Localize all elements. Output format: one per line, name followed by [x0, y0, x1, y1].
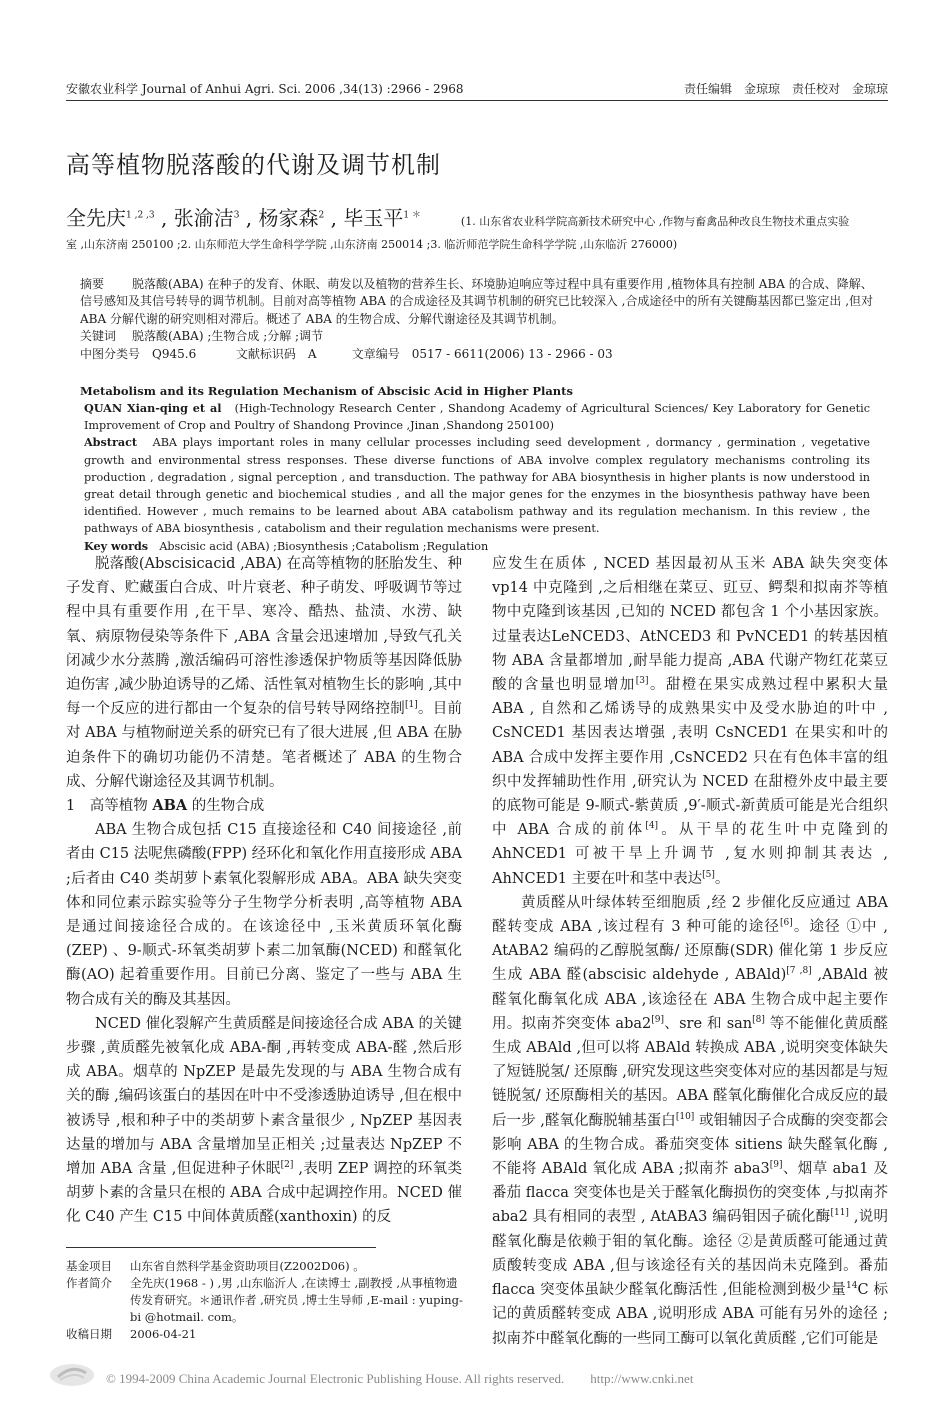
- article-title: 高等植物脱落酸的代谢及调节机制: [66, 151, 441, 179]
- abstract-label: 摘要: [80, 277, 105, 291]
- section-title: 的生物合成: [187, 798, 265, 815]
- copyright-footer: [48, 1362, 908, 1390]
- paragraph-text: 、sre 和 san: [663, 1015, 753, 1032]
- paragraph-text: NCED 催化裂解产生黄质醛是间接途径合成 ABA 的关键步骤 ,黄质醛先被氧化成 ABA-酮 ,再转变成 ABA-醛 ,然后形成 ABA。烟草的 NpZEP 是最先发现的与 ABA 生物合成有关的酶 ,编码该蛋白的基因在叶中不受渗透胁迫诱导 ,但在根中被诱导 ,根和种子中的类胡萝卜素含量很少 , NpZEP 基因表达量的增加与 ABA 含量增加呈正相关 ;过量表达 NpZEP 不增加 ABA 含量 ,但促进种子休眠: [66, 1015, 462, 1178]
- footnote-label: 作者简介: [66, 1276, 112, 1290]
- affil-marker: 3: [233, 210, 240, 221]
- footnote-rule: [66, 1247, 376, 1248]
- author-line: [66, 202, 896, 231]
- english-author: QUAN Xian-qing et al: [84, 401, 222, 415]
- paragraph: [492, 891, 888, 1351]
- english-abstract: [80, 400, 870, 555]
- footnote-funding: [66, 1258, 466, 1275]
- citation-ref: [2]: [280, 1160, 294, 1171]
- article-number-label: 文章编号: [351, 346, 400, 361]
- author-name: , 毕玉平: [324, 206, 404, 230]
- citation-ref: [8]: [752, 1015, 765, 1026]
- paragraph: [66, 552, 462, 794]
- citation-ref: [9]: [651, 1015, 664, 1026]
- citation-ref: [10]: [675, 1111, 695, 1122]
- affiliation-continued: 室 ,山东济南 250100 ;2. 山东师范大学生命科学学院 ,山东济南 250014 ;3. 临沂师范学院生命科学学院 ,山东临沂 276000): [66, 238, 678, 251]
- citation-ref: [1]: [405, 700, 418, 711]
- doc-code-label: 文献标识码: [235, 346, 296, 361]
- footnote-received-date: [66, 1326, 466, 1343]
- running-head: [66, 80, 888, 100]
- abstract-text: 脱落酸(ABA) 在种子的发育、休眠、萌发以及植物的营养生长、环境胁迫响应等过程中具有重要作用 ,植物体具有控制 ABA 的合成、降解、信号感知及其信号转导的调节机制。目前对高等植物 ABA 的合成途径及其调节机制的研究已比较深入 ,合成途径中的所有关键酶基因都已鉴定出 ,但对 ABA 分解代谢的研究则相对滞后。概述了 ABA 的生物合成、分解代谢途径及其调节机制。: [80, 277, 874, 326]
- citation-ref: [5]: [702, 869, 715, 880]
- paragraph-text: ,ABAld 被醛氧化酶氧化成 ABA ,该途径在 ABA 生物合成中起主要作用。拟南芥突变体 aba2: [492, 967, 889, 1032]
- copyright-text: © 1994-2009 China Academic Journal Electronic Publishing House. All rights reserved. http://www.cnki.net: [106, 1371, 694, 1386]
- english-abstract-label: Abstract: [84, 435, 138, 450]
- english-keywords-label: Key words: [84, 538, 149, 553]
- affil-marker: 1 ＊: [403, 210, 421, 221]
- chinese-abstract: [80, 276, 880, 363]
- affil-marker: 1 ,2 ,3: [126, 210, 155, 221]
- footnote-label: 收稿日期: [66, 1327, 112, 1341]
- section-heading: [66, 794, 462, 818]
- classification-row: [80, 346, 880, 363]
- paragraph-text: 。途径 ①中 , AtABA2 编码的乙醇脱氢酶/ 还原酶(SDR) 催化第 1 步反应生成 ABA 醛(abscisic aldehyde , ABAld): [492, 919, 888, 984]
- isotope-superscript: 14: [846, 1281, 858, 1292]
- paragraph-text: 、烟草 aba1 及番茄 flacca 突变体也是关于醛氧化酶损伤的突变体 ,与拟南芥 aba2 具有相同的表型 , AtABA3 编码钼因子硫化酶: [492, 1161, 889, 1226]
- section-number: 1: [66, 798, 76, 815]
- cnki-logo-icon: [48, 1362, 96, 1388]
- paragraph-text: 。: [714, 870, 730, 887]
- citation-ref: [6]: [780, 918, 793, 929]
- paragraph-text: ,说明醛氧化酶是依赖于钼的氧化酶。途径 ②是黄质醛可能通过黄质酸转变成 ABA ,但与该途径有关的基因尚未克隆到。番茄 flacca 突变体虽缺少醛氧化酶活性 ,但能检测到极少量: [492, 1209, 889, 1299]
- paragraph-text: ,表明 ZEP 调控的环氧类胡萝卜素的含量只在根的 ABA 合成中起调控作用。NCED 催化 C40 产生 C15 中间体黄质醛(xanthoxin) 的反: [66, 1161, 462, 1226]
- paragraph-text: C 标记的黄质醛转变成 ABA ,说明形成 ABA 可能有另外的途径 ;拟南芥中醛氧化酶的一些同工酶可以氧化黄质醛 ,它们可能是: [492, 1282, 888, 1347]
- affil-marker: 2: [318, 210, 325, 221]
- citation-ref: [9]: [769, 1160, 783, 1171]
- footnote-label: 基金项目: [66, 1259, 112, 1273]
- clc-value: Q945.6: [152, 346, 197, 361]
- section-title: 高等植物: [89, 798, 153, 815]
- footnote-author-bio: [66, 1275, 466, 1326]
- header-rule: [66, 100, 888, 101]
- citation-ref: [4]: [645, 821, 659, 832]
- citation-ref: [11]: [830, 1208, 849, 1219]
- clc-label: 中图分类号: [80, 346, 141, 361]
- paragraph-text: 等不能催化黄质醛生成 ABAld ,但可以将 ABAld 转换成 ABA ,说明突变体缺失了短链脱氢/ 还原酶 ,研究发现这些突变体对应的基因都是与短链脱氢/ 还原酶相关的基因。ABA 醛氧化酶催化合成反应的最后一步 ,醛氧化酶脱辅基蛋白: [492, 1015, 888, 1129]
- paragraph: [66, 1012, 462, 1230]
- paragraph-text: 。从干旱的花生叶中克隆到的 AhNCED1 可被干旱上升调节 ,复水则抑制其表达 , AhNCED1 主要在叶和茎中表达: [492, 822, 888, 887]
- author-name: , 杨家森: [239, 206, 319, 230]
- footnote-text: 全先庆(1968 - ) ,男 ,山东临沂人 ,在读博士 ,副教授 ,从事植物遗传发育研究。＊通讯作者 ,研究员 ,博士生导师 ,E-mail : yuping-bi @hotmail. com。: [130, 1276, 463, 1324]
- english-title: Metabolism and its Regulation Mechanism of Abscisic Acid in Higher Plants: [80, 384, 573, 398]
- citation-ref: [7 ,8]: [786, 966, 812, 977]
- author-name: , 张渝洁: [154, 206, 234, 230]
- keywords-text: 脱落酸(ABA) ;生物合成 ;分解 ;调节: [132, 329, 324, 344]
- paragraph-text: 或钼辅因子合成酶的突变都会影响 ABA 的生物合成。番茄突变体 sitiens 缺失醛氧化酶 ,不能将 ABAld 氧化成 ABA ;拟南芥 aba3: [492, 1112, 889, 1178]
- section-title: ABA: [152, 797, 188, 815]
- footnotes: [66, 1258, 466, 1343]
- footnote-text: 2006-04-21: [130, 1327, 197, 1341]
- body-column-left: [66, 552, 462, 1230]
- body-column-right: [492, 552, 888, 1351]
- editor-credits: 责任编辑 金琼琼 责任校对 金琼琼: [683, 82, 888, 96]
- paragraph-text: 。目前对 ABA 与植物耐逆关系的研究已有了很大进展 ,但 ABA 在胁迫条件下的确切功能仍不清楚。笔者概述了 ABA 的生物合成、分解代谢途径及其调节机制。: [66, 701, 463, 790]
- affiliation-text: (1. 山东省农业科学院高新技术研究中心 ,作物与畜禽品种改良生物技术重点实验: [460, 215, 850, 228]
- author-name: 全先庆: [66, 206, 126, 230]
- english-abstract-text: ABA plays important roles in many cellular processes including seed development , dormancy , germination , vegetative growth and environmental stress responses. These diverse functions of ABA involve complex regulatory mechanisms controling its production , degradation , signal perception , and transduction. The pathway for ABA biosynthesis in higher plants is now understood in great detail through genetic and biochemical studies , and all the major genes for the enzymes in the biosynthesis pathway have been identified. However , much remains to be learned about ABA catabolism pathway and its regulation mechanism. In this review , the pathways of ABA biosynthesis , catabolism and their regulation mechanisms were present.: [84, 436, 870, 536]
- paragraph-text: 黄质醛从叶绿体转至细胞质 ,经 2 步催化反应通过 ABA 醛转变成 ABA ,该过程有 3 种可能的途径: [492, 894, 888, 936]
- english-affiliation: (High-Technology Research Center , Shandong Academy of Agricultural Sciences/ Key Laboratory for Genetic Improvement of Crop and Poultry of Shandong Province ,Jinan ,Shandong 250100): [84, 402, 870, 433]
- paragraph: [492, 552, 888, 891]
- paragraph-text: 。甜橙在果实成熟过程中累积大量 ABA , 自然和乙烯诱导的成熟果实中及受水胁迫的叶中 , CsNCED1 基因表达增强 ,表明 CsNCED1 在果实和叶的 ABA 合成中发挥主要作用 ,CsNCED2 只在有色体丰富的组织中发挥辅助性作用 ,研究认为 NCED 在甜橙外皮中最主要的底物可能是 9-顺式-紫黄质 ,9′-顺式-新黄质可能是光合组织中 ABA 合成的前体: [492, 677, 888, 839]
- english-keywords-text: Abscisic acid (ABA) ;Biosynthesis ;Catabolism ;Regulation: [159, 539, 489, 553]
- article-number-value: 0517 - 6611(2006) 13 - 2966 - 03: [411, 346, 613, 361]
- citation-ref: [3]: [635, 676, 649, 687]
- journal-citation: 安徽农业科学 Journal of Anhui Agri. Sci. 2006 ,34(13) :2966 - 2968: [66, 82, 464, 96]
- footnote-text: 山东省自然科学基金资助项目(Z2002D06) 。: [130, 1259, 365, 1273]
- paragraph: ABA 生物合成包括 C15 直接途径和 C40 间接途径 ,前者由 C15 法呢焦磷酸(FPP) 经环化和氧化作用直接形成 ABA ;后者由 C40 类胡萝卜素氧化裂解形成 ABA。ABA 缺失突变体和同位素示踪实验等分子生物学分析表明 ,高等植物 ABA 是通过间接途径合成的。在该途径中 ,玉米黄质环氧化酶(ZEP) 、9-顺式-环氧类胡萝卜素二加氧酶(NCED) 和醛氧化酶(AO) 起着重要作用。目前已分离、鉴定了一些与 ABA 生物合成有关的酶及其基因。: [66, 822, 462, 1008]
- doc-code-value: A: [307, 346, 317, 361]
- paragraph-text: 应发生在质体 , NCED 基因最初从玉米 ABA 缺失突变体 vp14 中克隆到 ,之后相继在菜豆、豇豆、鳄梨和拟南芥等植物中克隆到该基因 ,已知的 NCED 都包含 1 个小基因家族。过量表达LeNCED3、AtNCED3 和 PvNCED1 的转基因植物 ABA 含量都增加 ,耐旱能力提高 ,ABA 代谢产物红花菜豆酸的含量也明显增加: [492, 556, 888, 694]
- keywords-label: 关键词: [80, 329, 117, 344]
- paragraph-text: 脱落酸(Abscisicacid ,ABA) 在高等植物的胚胎发生、种子发育、贮藏蛋白合成、叶片衰老、种子萌发、呼吸调节等过程中具有重要作用 ,在干旱、寒冷、酷热、盐渍、水涝、缺氧、病原物侵染等条件下 ,ABA 含量会迅速增加 ,导致气孔关闭减少水分蒸腾 ,激活编码可溶性渗透保护物质等基因降低胁迫伤害 ,减少胁迫诱导的乙烯、活性氧对植物生长的影响 ,其中每一个反应的进行都由一个复杂的信号转导网络控制: [66, 556, 462, 718]
